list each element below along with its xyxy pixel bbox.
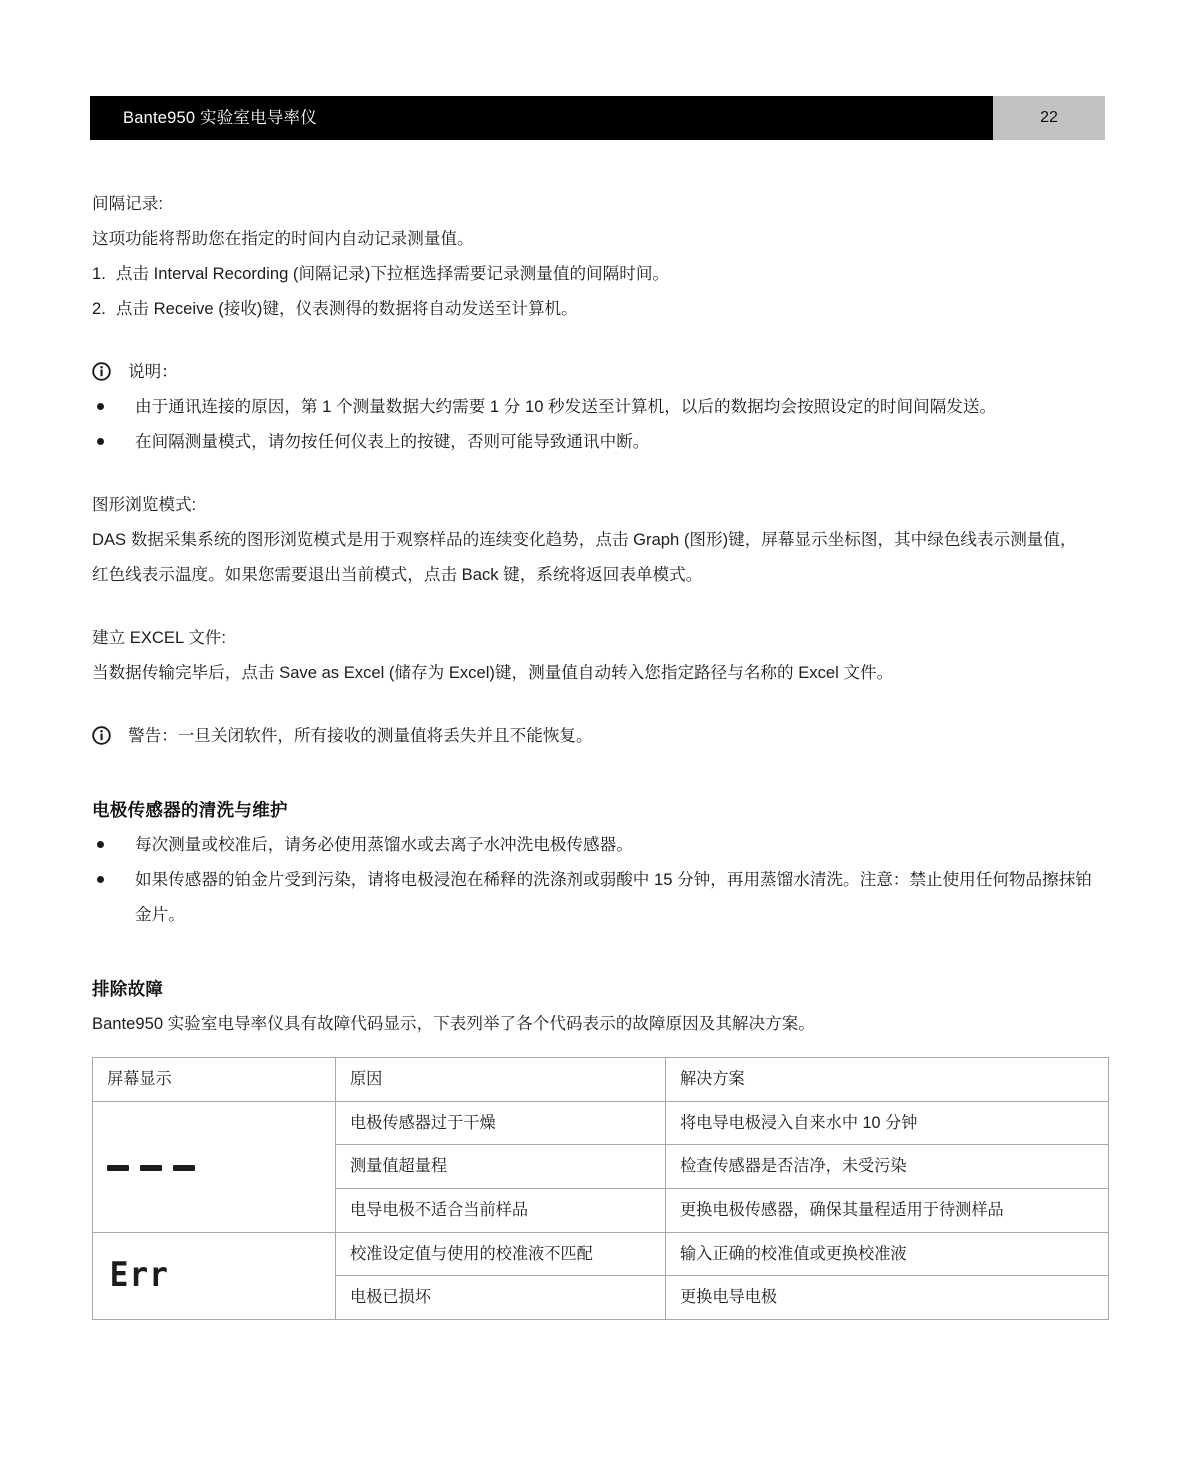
- note-bullet-1: [92, 389, 1108, 424]
- display-code-err: [93, 1232, 336, 1319]
- note-label: 说明：: [128, 362, 178, 381]
- column-header-display: 屏幕显示: [93, 1058, 336, 1102]
- solution-cell: 输入正确的校准值或更换校准液: [666, 1232, 1109, 1276]
- step-1-text: 点击 Interval Recording (间隔记录)下拉框选择需要记录测量值的间隔时间。: [115, 264, 670, 283]
- solution-cell: 将电导电极浸入自来水中 10 分钟: [666, 1101, 1109, 1145]
- graph-mode-line-1: DAS 数据采集系统的图形浏览模式是用于观察样品的连续变化趋势，点击 Graph (图形)键，屏幕显示坐标图，其中绿色线表示测量值，: [92, 530, 1077, 549]
- error-code-table-wrap: [92, 1057, 1108, 1320]
- bullet-dot-icon: [97, 438, 104, 445]
- page-header: [90, 96, 1105, 140]
- graph-mode-line-2: 红色线表示温度。如果您需要退出当前模式，点击 Back 键，系统将返回表单模式。: [92, 565, 703, 584]
- bullet-dot-icon: [97, 403, 104, 410]
- step-2-marker: 2.: [92, 299, 106, 318]
- solution-cell: 更换电极传感器，确保其量程适用于待测样品: [666, 1189, 1109, 1233]
- document-title: Bante950 实验室电导率仪: [123, 108, 317, 127]
- cause-cell: 电极传感器过于干燥: [336, 1101, 666, 1145]
- table-row: [93, 1232, 1109, 1276]
- troubleshooting-intro: Bante950 实验室电导率仪具有故障代码显示，下表列举了各个代码表示的故障原因及其解决方案。: [92, 1014, 815, 1033]
- warning-row: [92, 718, 1108, 753]
- maintenance-heading: 电极传感器的清洗与维护: [92, 800, 288, 820]
- interval-heading: 间隔记录:: [92, 194, 163, 213]
- error-code-table: [92, 1057, 1109, 1320]
- solution-cell: 检查传感器是否洁净，未受污染: [666, 1145, 1109, 1189]
- solution-cell: 更换电导电极: [666, 1276, 1109, 1320]
- maintenance-bullet-1-text: 每次测量或校准后，请务必使用蒸馏水或去离子水冲洗电极传感器。: [135, 835, 633, 854]
- excel-heading: 建立 EXCEL 文件:: [92, 628, 227, 647]
- cause-cell: 测量值超量程: [336, 1145, 666, 1189]
- warning-text: 警告：一旦关闭软件，所有接收的测量值将丢失并且不能恢复。: [128, 726, 593, 745]
- info-circle-icon: [92, 726, 111, 745]
- table-header-row: [93, 1058, 1109, 1102]
- note-bullet-1-text: 由于通讯连接的原因，第 1 个测量数据大约需要 1 分 10 秒发送至计算机，以后的数据均会按照设定的时间间隔发送。: [135, 397, 997, 416]
- bullet-dot-icon: [97, 876, 104, 883]
- display-code-dashes: [93, 1101, 336, 1232]
- cause-cell: 电极已损坏: [336, 1276, 666, 1320]
- interval-step-2: [92, 291, 1108, 326]
- page-number-box: [993, 96, 1105, 140]
- bullet-dot-icon: [97, 841, 104, 848]
- step-2-text: 点击 Receive (接收)键，仪表测得的数据将自动发送至计算机。: [115, 299, 578, 318]
- interval-intro: 这项功能将帮助您在指定的时间内自动记录测量值。: [92, 229, 474, 248]
- seven-segment-err-text: Err: [109, 1255, 169, 1296]
- graph-mode-heading: 图形浏览模式:: [92, 495, 197, 514]
- maintenance-bullet-1: [92, 827, 1108, 862]
- troubleshooting-heading: 排除故障: [92, 979, 164, 999]
- page-content: [92, 186, 1108, 1320]
- table-row: [93, 1101, 1109, 1145]
- note-bullet-2-text: 在间隔测量模式，请勿按任何仪表上的按键，否则可能导致通讯中断。: [135, 432, 650, 451]
- page-number: 22: [1040, 109, 1058, 126]
- info-circle-icon: [92, 362, 111, 381]
- maintenance-bullet-2: [92, 862, 1108, 932]
- cause-cell: 校准设定值与使用的校准液不匹配: [336, 1232, 666, 1276]
- maintenance-bullet-2-text: 如果传感器的铂金片受到污染，请将电极浸泡在稀释的洗涤剂或弱酸中 15 分钟，再用蒸馏水清洗。注意：禁止使用任何物品擦抹铂金片。: [135, 870, 1092, 924]
- excel-body: 当数据传输完毕后，点击 Save as Excel (储存为 Excel)键，测量值自动转入您指定路径与名称的 Excel 文件。: [92, 663, 894, 682]
- note-heading-row: [92, 354, 1108, 389]
- step-1-marker: 1.: [92, 264, 106, 283]
- seven-segment-dashes-icon: [107, 1165, 195, 1171]
- header-black-bar: [90, 96, 993, 140]
- column-header-cause: 原因: [336, 1058, 666, 1102]
- note-bullet-2: [92, 424, 1108, 459]
- interval-step-1: [92, 256, 1108, 291]
- column-header-solution: 解决方案: [666, 1058, 1109, 1102]
- cause-cell: 电导电极不适合当前样品: [336, 1189, 666, 1233]
